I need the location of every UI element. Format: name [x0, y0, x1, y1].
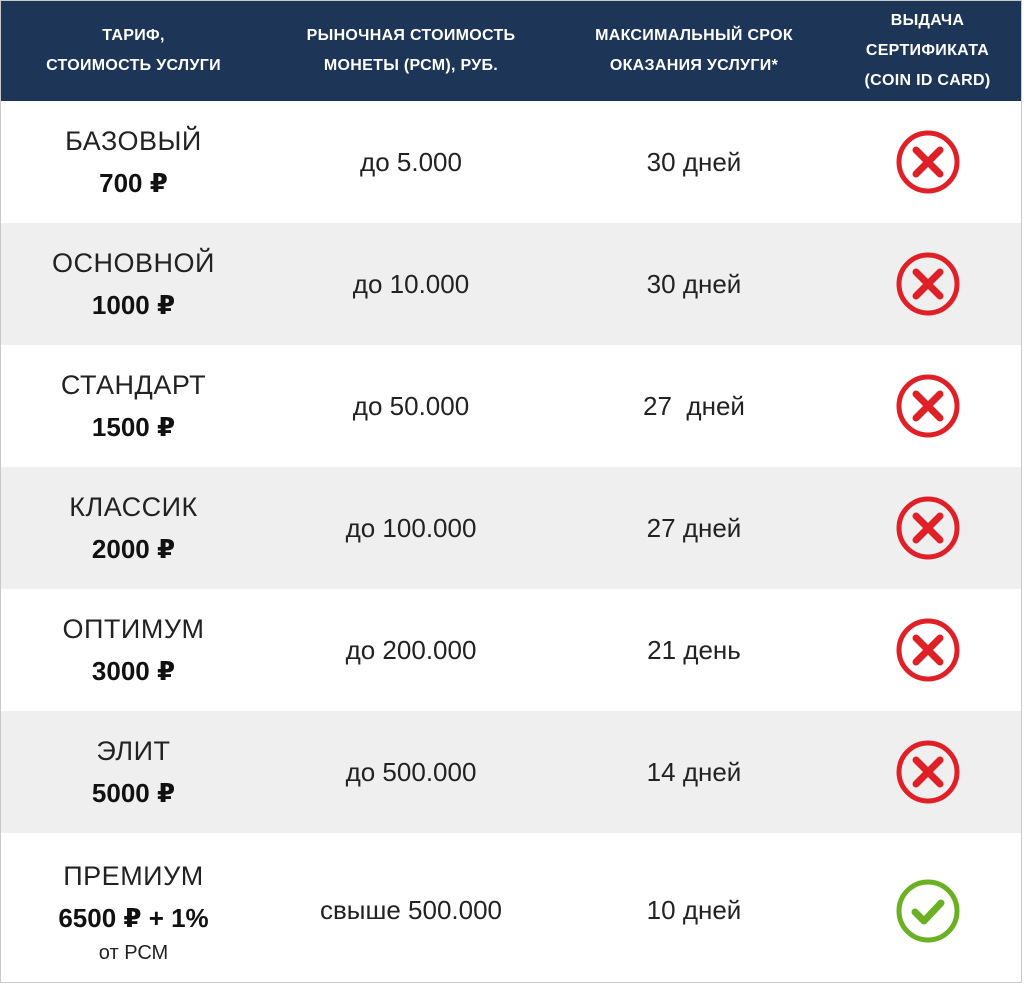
certificate-cell: [832, 374, 1023, 438]
tariff-price: 700 ₽: [99, 168, 168, 198]
service-term: 27 дней: [646, 512, 742, 543]
cross-icon: [896, 374, 960, 438]
table-row: [1, 711, 1021, 833]
table-row: [1, 833, 1021, 988]
certificate-cell: [832, 618, 1023, 682]
tariff-name: ЭЛИТ: [96, 736, 171, 766]
tariff-cell: [1, 120, 266, 204]
tariff-price: 5000 ₽: [91, 778, 176, 808]
tariff-cell: [1, 730, 266, 814]
tariff-cell: [1, 608, 266, 692]
certificate-cell: [832, 130, 1023, 194]
market-value: до 10.000: [352, 268, 470, 299]
market-value: до 500.000: [345, 756, 477, 787]
table-row: [1, 345, 1021, 467]
header-max-term: МАКСИМАЛЬНЫЙ СРОК ОКАЗАНИЯ УСЛУГИ*: [595, 27, 793, 74]
tariff-cell: [1, 242, 266, 326]
cross-icon: [896, 740, 960, 804]
check-icon: [896, 879, 960, 943]
cross-icon: [896, 130, 960, 194]
tariff-price: 6500 ₽ + 1%: [58, 902, 209, 933]
certificate-cell: [832, 740, 1023, 804]
market-value: до 100.000: [345, 512, 477, 543]
service-term: 27 дней: [643, 390, 745, 421]
table-header: [1, 1, 1021, 101]
cross-icon: [896, 496, 960, 560]
tariff-name: ОСНОВНОЙ: [52, 248, 215, 278]
cross-icon: [896, 252, 960, 316]
tariff-price: 1000 ₽: [91, 290, 176, 320]
cross-icon: [896, 618, 960, 682]
market-value: до 200.000: [345, 634, 477, 665]
table-row: [1, 223, 1021, 345]
header-market-value: РЫНОЧНАЯ СТОИМОСТЬ МОНЕТЫ (РСМ), РУБ.: [306, 27, 516, 74]
market-value: до 50.000: [352, 390, 470, 421]
tariff-name: ПРЕМИУМ: [63, 860, 204, 891]
table-row: [1, 467, 1021, 589]
tariff-price: 1500 ₽: [91, 412, 176, 442]
table-row: [1, 101, 1021, 223]
tariff-price-note: от РСМ: [98, 941, 169, 964]
service-term: 21 день: [647, 634, 741, 665]
service-term: 10 дней: [646, 895, 742, 925]
certificate-cell: [832, 496, 1023, 560]
certificate-cell: [832, 879, 1023, 943]
tariff-price: 2000 ₽: [91, 534, 176, 564]
tariff-cell: [1, 486, 266, 570]
table-row: [1, 589, 1021, 711]
service-term: 30 дней: [646, 146, 742, 177]
market-value: до 5.000: [360, 146, 462, 177]
tariff-cell: [1, 855, 266, 967]
certificate-cell: [832, 252, 1023, 316]
tariff-name: БАЗОВЫЙ: [65, 126, 202, 156]
tariff-price: 3000 ₽: [91, 656, 176, 686]
tariff-name: ОПТИМУМ: [62, 614, 205, 644]
market-value: свыше 500.000: [319, 895, 503, 925]
service-term: 30 дней: [646, 268, 742, 299]
header-certificate: ВЫДАЧА СЕРТИФИКАТА (COIN ID CARD): [864, 12, 991, 89]
tariff-name: КЛАССИК: [69, 492, 198, 522]
tariff-cell: [1, 364, 266, 448]
tariff-name: СТАНДАРТ: [60, 370, 207, 400]
service-term: 14 дней: [646, 756, 742, 787]
header-tariff: ТАРИФ, СТОИМОСТЬ УСЛУГИ: [46, 27, 221, 74]
